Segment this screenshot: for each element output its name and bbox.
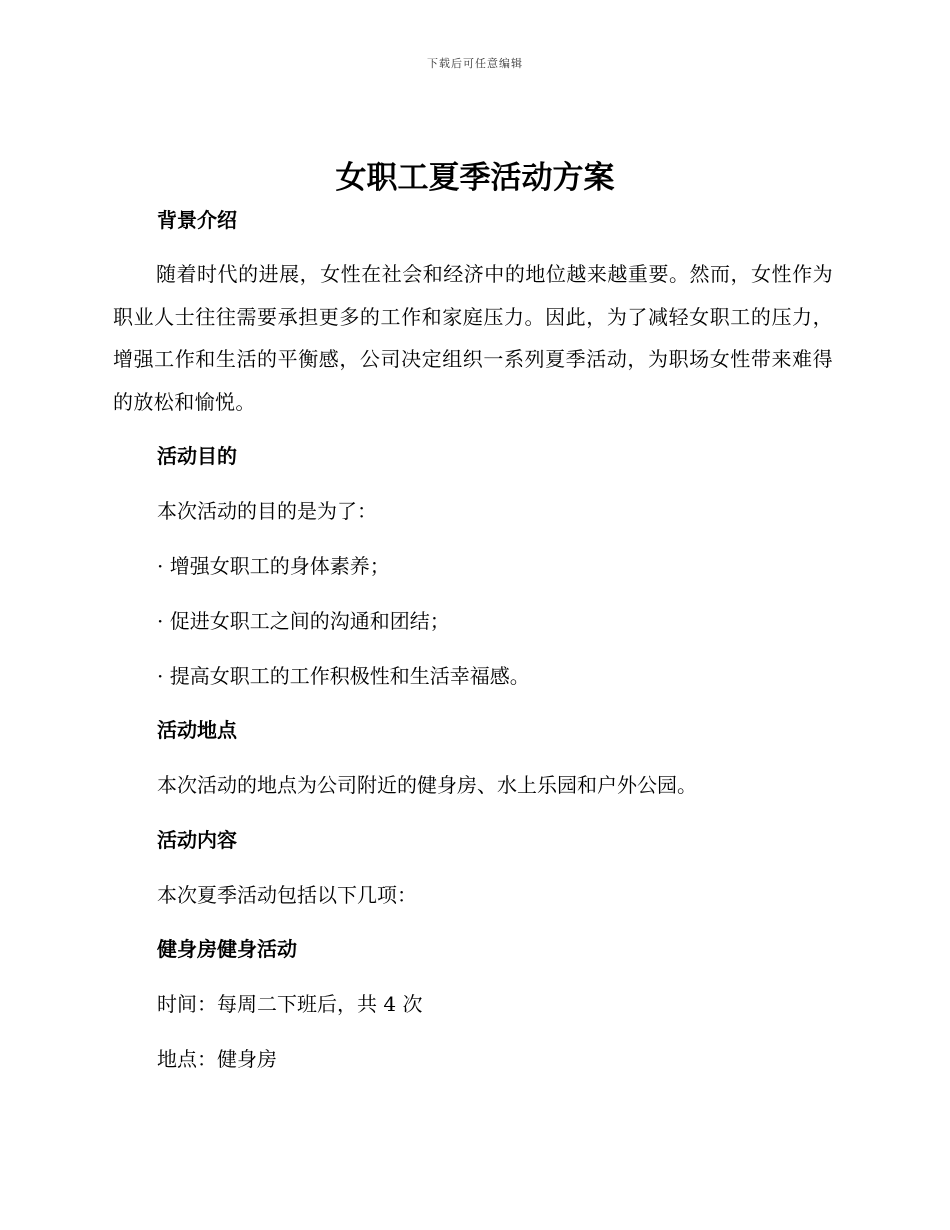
purpose-intro: 本次活动的目的是为了：	[157, 499, 377, 523]
purpose-list-item: · 提高女职工的工作积极性和生活幸福感。	[157, 664, 530, 688]
section-heading-content: 活动内容	[157, 828, 237, 852]
content-intro: 本次夏季活动包括以下几项：	[157, 883, 417, 907]
location-text: 本次活动的地点为公司附近的健身房、水上乐园和户外公园。	[157, 773, 697, 797]
gym-time: 时间：每周二下班后，共 4 次	[157, 992, 423, 1016]
purpose-list-item: · 促进女职工之间的沟通和团结；	[157, 609, 450, 633]
section-heading-location: 活动地点	[157, 718, 237, 742]
page-title: 女职工夏季活动方案	[335, 160, 615, 196]
section-heading-gym: 健身房健身活动	[157, 937, 297, 961]
purpose-list-item: · 增强女职工的身体素养；	[157, 554, 390, 578]
background-paragraph: 随着时代的进展，女性在社会和经济中的地位越来越重要。然而，女性作为职业人士往往需要承担更多的工作和家庭压力。因此，为了减轻女职工的压力，增强工作和生活的平衡感，公司决定组织一系列夏季活动，为职场女性带来难得的放松和愉悦。	[113, 262, 833, 414]
section-heading-purpose: 活动目的	[157, 444, 237, 468]
header-note: 下载后可任意编辑	[427, 57, 523, 70]
section-heading-background: 背景介绍	[157, 208, 237, 232]
gym-place: 地点：健身房	[157, 1047, 277, 1071]
